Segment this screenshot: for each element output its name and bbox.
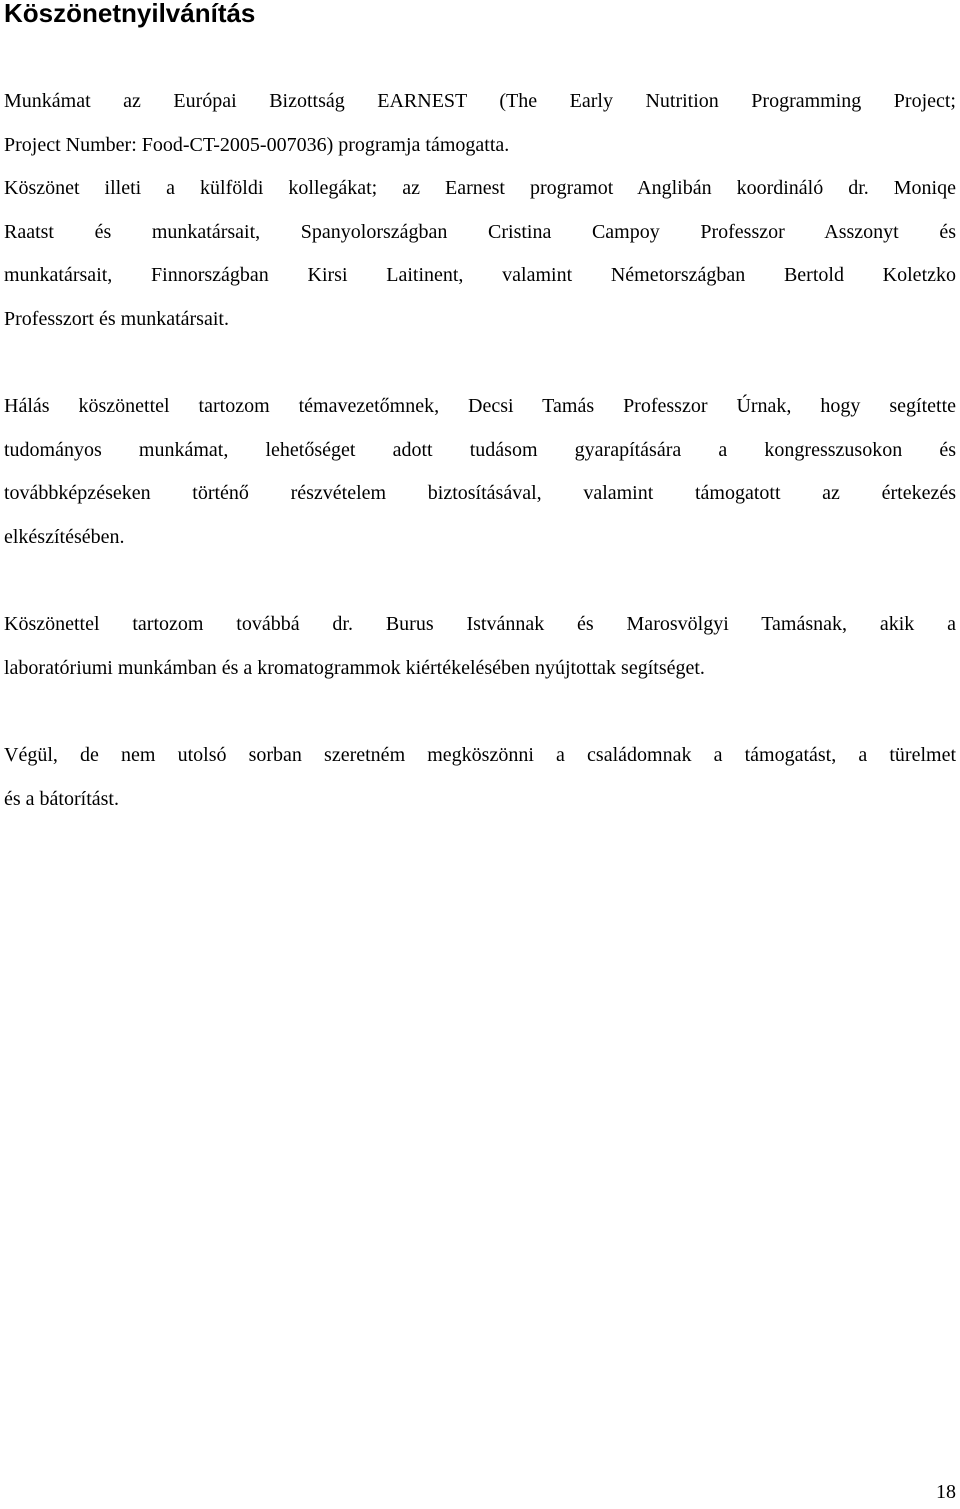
paragraph-supervisor <box>4 385 956 559</box>
paragraph-funding <box>4 80 956 167</box>
text-line: Végül, de nem utolsó sorban szeretném megköszönni a családomnak a támogatást, a türelmet <box>4 744 956 766</box>
text-line: elkészítésében. <box>4 525 125 548</box>
text-line: munkatársait, Finnországban Kirsi Laitinent, valamint Németországban Bertold Koletzko <box>4 264 956 286</box>
paragraph-laboratory <box>4 603 956 690</box>
text-line: Professzort és munkatársait. <box>4 307 229 330</box>
text-line: Köszönet illeti a külföldi kollegákat; az Earnest programot Anglibán koordináló dr. Moniqe <box>4 177 956 199</box>
text-line: Project Number: Food-CT-2005-007036) programja támogatta. <box>4 133 510 156</box>
paragraph-foreign-colleagues <box>4 167 956 341</box>
text-line: Hálás köszönettel tartozom témavezetőmnek, Decsi Tamás Professzor Úrnak, hogy segítette <box>4 395 956 417</box>
text-line: Raatst és munkatársait, Spanyolországban Cristina Campoy Professzor Asszonyt és <box>4 220 956 243</box>
paragraph-family <box>4 734 956 821</box>
text-line: laboratóriumi munkámban és a kromatogrammok kiértékelésében nyújtottak segítséget. <box>4 656 705 679</box>
text-line: tudományos munkámat, lehetőséget adott tudásom gyarapítására a kongresszusokon és <box>4 438 956 461</box>
text-line: továbbképzéseken történő részvételem biztosításával, valamint támogatott az értekezés <box>4 482 956 504</box>
text-line: Munkámat az Európai Bizottság EARNEST (The Early Nutrition Programming Project; <box>4 90 956 112</box>
text-line: és a bátorítást. <box>4 787 119 810</box>
page-number: 18 <box>936 1481 956 1503</box>
page-title: Köszönetnyilvánítás <box>4 0 256 28</box>
text-line: Köszönettel tartozom továbbá dr. Burus Istvánnak és Marosvölgyi Tamásnak, akik a <box>4 613 956 635</box>
